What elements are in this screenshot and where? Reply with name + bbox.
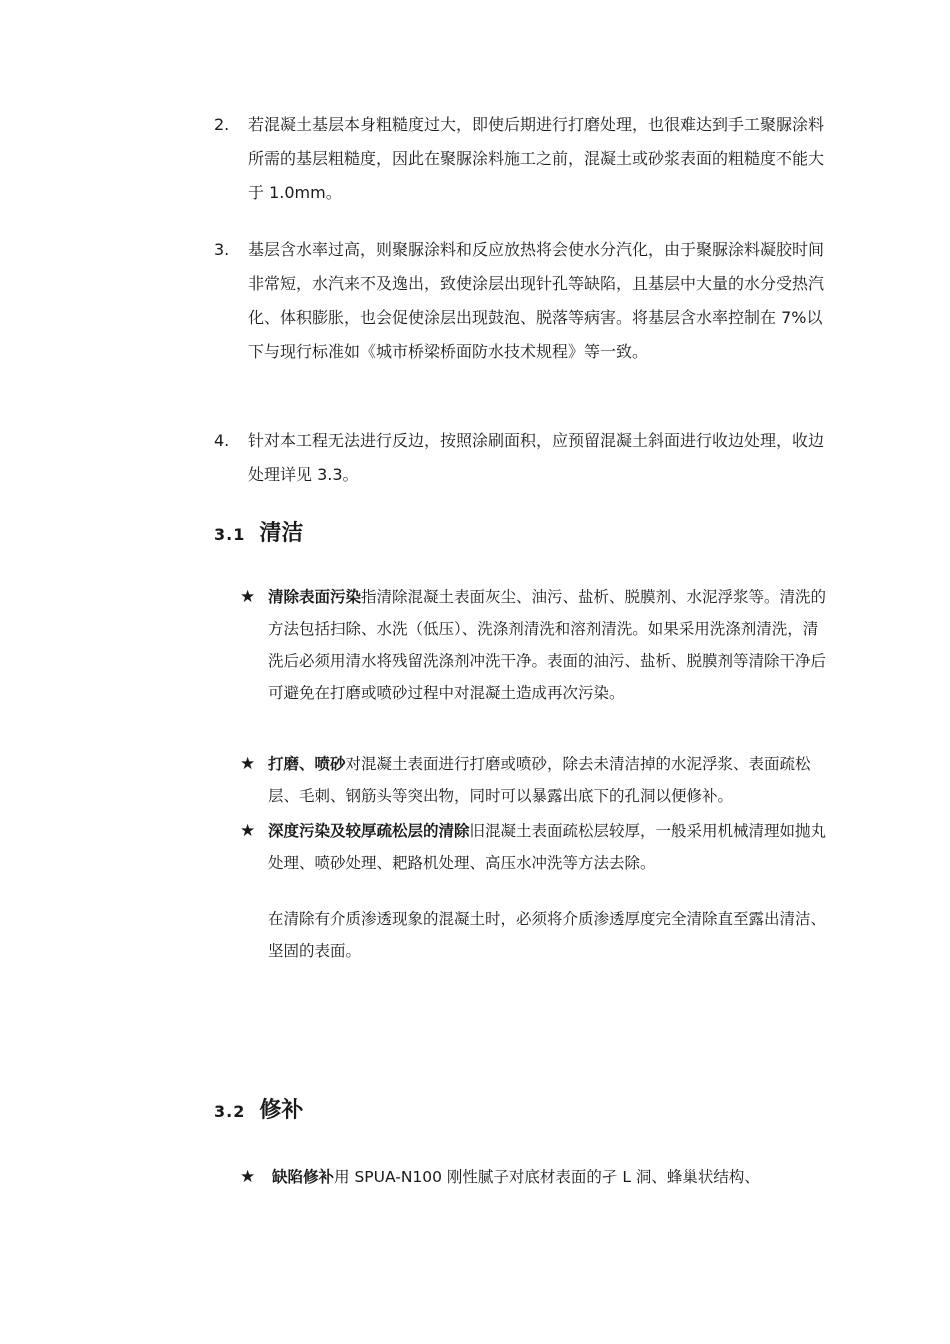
section-title: 清洁 <box>259 521 304 546</box>
bullet-bold-term: 打磨、喷砂 <box>268 755 346 773</box>
section-number: 3.2 <box>214 1102 246 1121</box>
item-text: 基层含水率过高，则聚脲涂料和反应放热将会使水分汽化，由于聚脲涂料凝胶时间非常短，水汽来不及逸出，致使涂层出现针孔等缺陷，且基层中大量的水分受热汽化、体积膨胀，也会促使涂层出现鼓泡、脱落等病害。将基层含水率控制在 7%以下与现行标准如《城市桥梁桥面防水技术规程》等一致。 <box>248 240 825 361</box>
bullet-text: 旧混凝土表面疏松层较厚，一般采用机械清理如抛丸处理、喷砂处理、耙路机处理、高压水冲洗等方法去除。 <box>268 822 827 872</box>
item-text: 若混凝土基层本身粗糙度过大，即使后期进行打磨处理，也很难达到手工聚脲涂料所需的基层粗糙度，因此在聚脲涂料施工之前，混凝土或砂浆表面的粗糙度不能大于 1.0mm。 <box>248 115 825 202</box>
section-title: 修补 <box>259 1098 304 1123</box>
star-icon: ★ <box>240 587 256 607</box>
section-heading-3-2 <box>214 1093 303 1124</box>
star-icon: ★ <box>240 754 256 774</box>
note-paragraph: 在清除有介质渗透现象的混凝土时，必须将介质渗透厚度完全清除直至露出清洁、坚固的表面。 <box>268 910 827 960</box>
section-number: 3.1 <box>214 525 246 544</box>
bullet-text: 指清除混凝土表面灰尘、油污、盐析、脱膜剂、水泥浮浆等。清洗的方法包括扫除、水洗（低压）、洗涤剂清洗和溶剂清洗。如果采用洗涤剂清洗，清洗后必须用清水将残留洗涤剂冲洗干净。表面的油污、盐析、脱膜剂等清除干净后可避免在打磨或喷砂过程中对混凝土造成再次污染。 <box>268 588 827 702</box>
bullet-text: 用 SPUA-N100 刚性腻子对底材表面的孑 L 洞、蜂巢状结构、 <box>334 1168 760 1186</box>
item-number: 3. <box>214 240 230 259</box>
item-number: 2. <box>214 115 230 134</box>
star-icon: ★ <box>240 821 256 841</box>
item-text: 针对本工程无法进行反边，按照涂刷面积，应预留混凝土斜面进行收边处理，收边处理详见 3.3。 <box>248 431 825 484</box>
item-number: 4. <box>214 431 230 450</box>
bullet-bold-term: 清除表面污染 <box>268 588 362 606</box>
bullet-bold-term: 深度污染及较厚疏松层的清除 <box>268 822 470 840</box>
bullet-bold-term: 缺陷修补 <box>272 1168 335 1186</box>
section-heading-3-1 <box>214 516 303 547</box>
star-icon: ★ <box>240 1167 256 1187</box>
bullet-text: 对混凝土表面进行打磨或喷砂，除去未清洁掉的水泥浮浆、表面疏松层、毛刺、钢筋头等突出物，同时可以暴露出底下的孔洞以便修补。 <box>268 755 811 805</box>
